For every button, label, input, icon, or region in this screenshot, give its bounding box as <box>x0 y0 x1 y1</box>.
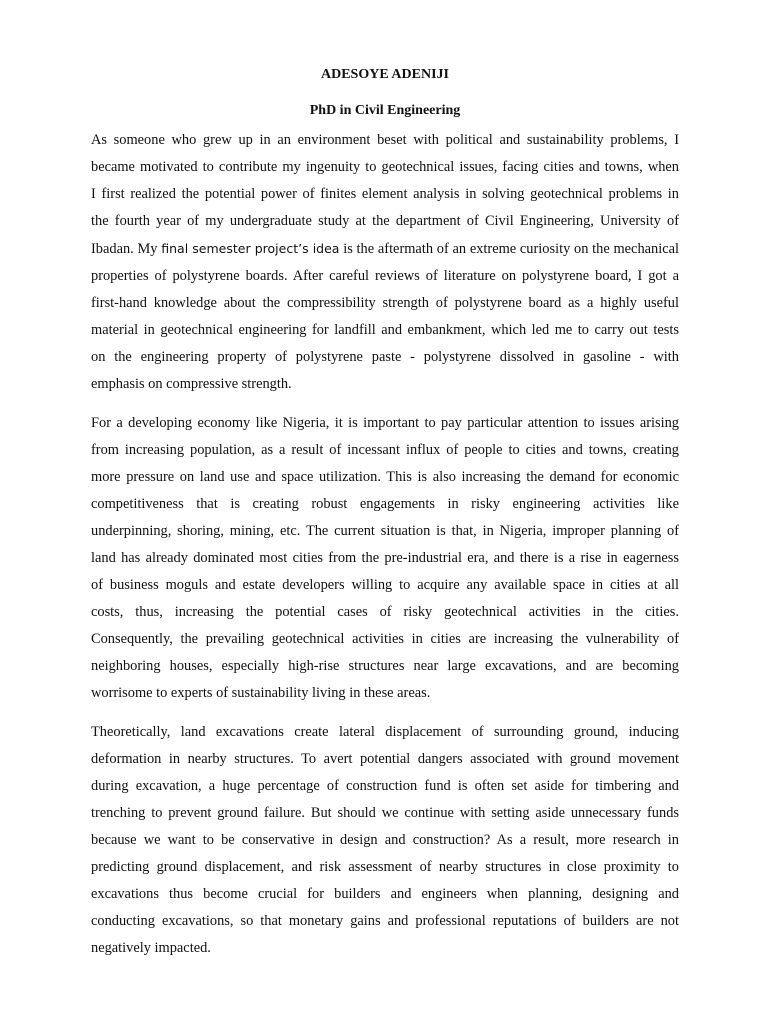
text-line: more pressure on land use and space utilization. This is also increasing the demand for economic <box>91 469 679 485</box>
text-line: of business moguls and estate developers willing to acquire any available space in cities at all <box>91 577 679 593</box>
text-line: I first realized the potential power of finites element analysis in solving geotechnical problems in <box>91 186 679 202</box>
text-line: because we want to be conservative in design and construction? As a result, more research in <box>91 832 679 848</box>
text-line: negatively impacted. <box>91 940 211 956</box>
text-line: predicting ground displacement, and risk assessment of nearby structures in close proximity to <box>91 859 679 875</box>
paragraph-3 <box>91 719 679 962</box>
degree-title: PhD in Civil Engineering <box>309 103 461 118</box>
author-name: ADESOYE ADENIJI <box>321 67 449 82</box>
text-line: costs, thus, increasing the potential cases of risky geotechnical activities in the cities. <box>91 604 679 620</box>
text-line: first-hand knowledge about the compressibility strength of polystyrene board as a highly useful <box>91 295 679 311</box>
text-line: deformation in nearby structures. To avert potential dangers associated with ground movement <box>91 751 679 767</box>
text-line: worrisome to experts of sustainability living in these areas. <box>91 685 431 701</box>
text-line: land has already dominated most cities from the pre-industrial era, and there is a rise in eagerness <box>91 550 679 566</box>
text-line: material in geotechnical engineering for landfill and embankment, which led me to carry out tests <box>91 322 679 338</box>
text-line-mixed <box>91 235 679 263</box>
text-line: during excavation, a huge percentage of construction fund is often set aside for timbering and <box>91 778 679 794</box>
text-segment-sans: final semester project’s idea <box>161 241 340 256</box>
paragraph-1 <box>91 127 679 398</box>
text-segment: Ibadan. My <box>91 241 162 257</box>
paragraph-2 <box>91 410 679 707</box>
text-line: excavations thus become crucial for builders and engineers when planning, designing and <box>91 886 679 902</box>
text-line: emphasis on compressive strength. <box>91 376 292 392</box>
text-line: neighboring houses, especially high-rise structures near large excavations, and are becoming <box>91 658 679 674</box>
text-line: from increasing population, as a result of incessant influx of people to cities and towns, creating <box>91 442 679 458</box>
text-line: underpinning, shoring, mining, etc. The current situation is that, in Nigeria, improper planning of <box>91 523 679 539</box>
text-line: properties of polystyrene boards. After careful reviews of literature on polystyrene board, I got a <box>91 268 679 284</box>
text-line: trenching to prevent ground failure. But should we continue with setting aside unnecessary funds <box>91 805 679 821</box>
text-line: For a developing economy like Nigeria, it is important to pay particular attention to issues arising <box>91 415 679 431</box>
text-line: conducting excavations, so that monetary gains and professional reputations of builders are not <box>91 913 679 929</box>
text-line: competitiveness that is creating robust engagements in risky engineering activities like <box>91 496 679 512</box>
text-line: Consequently, the prevailing geotechnical activities in cities are increasing the vulnerability of <box>91 631 679 647</box>
text-line: Theoretically, land excavations create lateral displacement of surrounding ground, inducing <box>91 724 679 740</box>
text-line: became motivated to contribute my ingenuity to geotechnical issues, facing cities and towns, when <box>91 159 679 175</box>
text-line: As someone who grew up in an environment beset with political and sustainability problems, I <box>91 132 679 148</box>
text-line: on the engineering property of polystyrene paste - polystyrene dissolved in gasoline - with <box>91 349 679 365</box>
document-page <box>91 66 679 962</box>
text-segment: is the aftermath of an extreme curiosity on the mechanical <box>339 241 679 257</box>
text-line: the fourth year of my undergraduate study at the department of Civil Engineering, University of <box>91 213 679 229</box>
